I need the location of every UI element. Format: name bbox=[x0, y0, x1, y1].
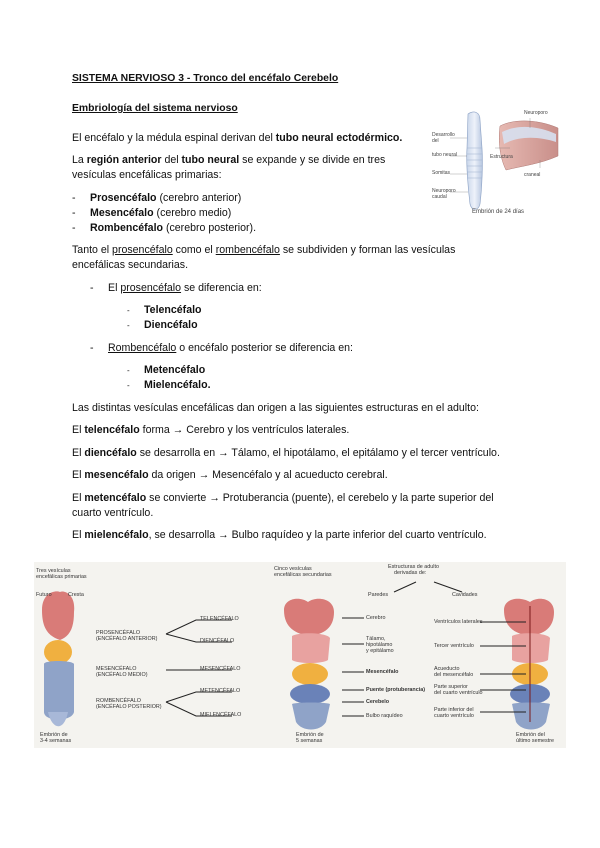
figure-label: tubo neural bbox=[432, 152, 458, 158]
structure-diencefalo: El diencéfalo se desarrolla en → Tálamo, el hipotálamo, el epitálamo y el tercer ventrículo. bbox=[72, 447, 500, 459]
structure-telencefalo: El telencéfalo forma → Cerebro y los ventrículos laterales. bbox=[72, 424, 350, 436]
figure-heading-adult: Estructuras de adulto bbox=[388, 564, 439, 570]
secondary-vesicle-label: TELENCÉFALO bbox=[200, 616, 239, 622]
paragraph-anterior-region-line2: vesículas encefálicas primarias: bbox=[72, 169, 222, 181]
adult-cavity-label: Parte inferior del bbox=[434, 707, 474, 713]
primary-vesicle-label: (ENCÉFALO ANTERIOR) bbox=[96, 636, 158, 642]
secondary-vesicle-label: DIENCÉFALO bbox=[200, 638, 235, 644]
adult-wall-label: hipotálamo bbox=[366, 642, 393, 648]
figure-label: Neuroporo bbox=[432, 188, 456, 194]
figure-label: caudal bbox=[432, 194, 447, 200]
adult-cavity-label: cuarto ventrículo bbox=[434, 713, 474, 719]
paragraph-adult-structures: Las distintas vesículas encefálicas dan origen a las siguientes estructuras en el adulto: bbox=[72, 402, 479, 414]
figure-heading-adult: derivadas de: bbox=[394, 570, 427, 576]
secondary-vesicle-label: MIELENCÉFALO bbox=[200, 712, 242, 718]
list-item: - Rombencéfalo o encéfalo posterior se diferencia en: bbox=[90, 342, 353, 354]
adult-cavity-label: del mesencéfalo bbox=[434, 672, 474, 678]
paragraph-anterior-region: La región anterior del tubo neural se expande y se divide en tres bbox=[72, 154, 386, 166]
list-item: - Mesencéfalo (cerebro medio) bbox=[72, 207, 232, 219]
adult-cavity-label: Tercer ventrículo bbox=[434, 643, 474, 649]
adult-wall-label: Tálamo, bbox=[366, 636, 386, 642]
structure-metencefalo-line2: cuarto ventrículo. bbox=[72, 507, 154, 519]
primary-vesicle-label: PROSENCÉFALO bbox=[96, 630, 141, 636]
adult-wall-label: Cerebro bbox=[366, 615, 386, 621]
paragraph-secondary-vesicles: Tanto el prosencéfalo como el rombencéfalo se subdividen y forman las vesículas bbox=[72, 244, 456, 256]
figure-label: Futuro bbox=[36, 592, 52, 598]
list-item: - Prosencéfalo (cerebro anterior) bbox=[72, 192, 242, 204]
page-title: SISTEMA NERVIOSO 3 - Tronco del encéfalo Cerebelo bbox=[72, 73, 339, 84]
list-item: - Mielencéfalo. bbox=[127, 379, 211, 391]
figure-caption: Embrión del bbox=[516, 732, 545, 738]
neural-tube-illustration bbox=[430, 108, 560, 218]
adult-cavity-label: Acueducto bbox=[434, 666, 460, 672]
list-item: - El prosencéfalo se diferencia en: bbox=[90, 282, 262, 294]
paragraph-secondary-vesicles-line2: encefálicas secundarias. bbox=[72, 259, 189, 271]
adult-wall-label: Bulbo raquídeo bbox=[366, 713, 403, 719]
embryo-last-semester bbox=[504, 599, 554, 730]
secondary-vesicle-label: MESENCÉFALO bbox=[200, 666, 241, 672]
structure-mielencefalo: El mielencéfalo, se desarrolla → Bulbo raquídeo y la parte inferior del cuarto ventrículo. bbox=[72, 529, 487, 541]
adult-wall-label: Puente (protuberancia) bbox=[366, 687, 426, 693]
figure-heading-secondary: encefálicas secundarias bbox=[274, 572, 332, 578]
primary-vesicle-label: (ENCÉFALO MEDIO) bbox=[96, 672, 148, 678]
figure-label: Neuroporo bbox=[524, 110, 548, 116]
adult-wall-label: y epitálamo bbox=[366, 648, 394, 654]
adult-cavity-label: Parte superior bbox=[434, 684, 468, 690]
embryo-3-4-weeks bbox=[42, 591, 74, 726]
figure-heading-primary: encefálicas primarias bbox=[36, 574, 87, 580]
list-item: - Metencéfalo bbox=[127, 364, 206, 376]
figure-caption: 3-4 semanas bbox=[40, 738, 72, 744]
brain-vesicles-figure bbox=[34, 562, 566, 748]
adult-cavity-label: Ventrículos laterales bbox=[434, 619, 483, 625]
primary-vesicle-label: MESENCÉFALO bbox=[96, 666, 137, 672]
figure-label: Estructura bbox=[490, 154, 513, 160]
secondary-vesicle-label: METENCÉFALO bbox=[200, 688, 241, 694]
section-heading: Embriología del sistema nervioso bbox=[72, 103, 238, 114]
figure-label-walls: Paredes bbox=[368, 592, 389, 598]
adult-cavity-label: del cuarto ventrículo bbox=[434, 690, 483, 696]
figure-caption: 5 semanas bbox=[296, 738, 323, 744]
figure-heading-primary: Tres vesículas bbox=[36, 568, 71, 574]
figure-label: Somitas bbox=[432, 170, 451, 176]
figure-caption: Embrión de bbox=[296, 732, 324, 738]
figure-caption: Embrión de bbox=[40, 732, 68, 738]
figure-label: del bbox=[432, 138, 439, 144]
figure-caption: último semestre bbox=[516, 738, 555, 744]
figure-caption: Embrión de 24 días bbox=[472, 209, 525, 215]
primary-vesicle-label: (ENCÉFALO POSTERIOR) bbox=[96, 704, 162, 710]
paragraph-neural-tube: El encéfalo y la médula espinal derivan del tubo neural ectodérmico. bbox=[72, 132, 403, 144]
structure-mesencefalo: El mesencéfalo da origen → Mesencéfalo y al acueducto cerebral. bbox=[72, 469, 388, 481]
figure-heading-secondary: Cinco vesículas bbox=[274, 566, 312, 572]
embryo-5-weeks bbox=[284, 599, 334, 730]
figure-label-cavities: Cavidades bbox=[452, 592, 478, 598]
figure-label: Desarrollo bbox=[432, 132, 455, 138]
adult-wall-label: Cerebelo bbox=[366, 699, 390, 705]
adult-wall-label: Mesencéfalo bbox=[366, 669, 399, 675]
primary-vesicle-label: ROMBENCÉFALO bbox=[96, 698, 141, 704]
figure-label: Cresta bbox=[68, 592, 84, 598]
structure-metencefalo: El metencéfalo se convierte → Protuberancia (puente), el cerebelo y la parte superior del bbox=[72, 492, 494, 504]
vesicles-illustration bbox=[34, 562, 566, 748]
list-item: - Rombencéfalo (cerebro posterior). bbox=[72, 222, 257, 234]
list-item: - Diencéfalo bbox=[127, 319, 198, 331]
list-item: - Telencéfalo bbox=[127, 304, 202, 316]
figure-label: craneal bbox=[524, 172, 541, 178]
neural-tube-figure bbox=[430, 108, 560, 218]
